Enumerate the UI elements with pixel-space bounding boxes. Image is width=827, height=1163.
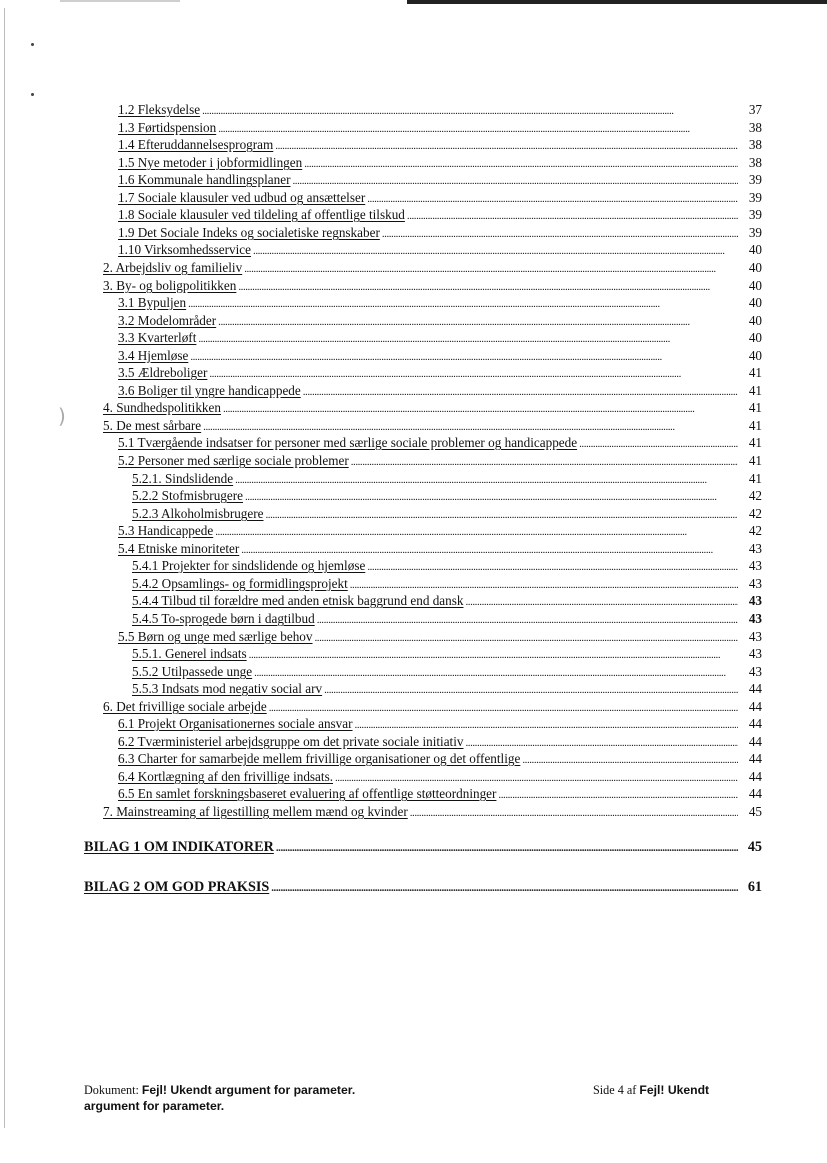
appendix-entry-page: 61 — [747, 879, 762, 895]
appendix-entry-page: 45 — [747, 839, 762, 855]
toc-entry[interactable] — [132, 505, 762, 522]
scan-border — [407, 0, 827, 4]
toc-entry[interactable] — [132, 470, 762, 487]
toc-entry[interactable] — [118, 452, 762, 469]
toc-entry[interactable] — [118, 382, 762, 399]
dot-leader — [209, 367, 738, 381]
dot-leader — [253, 244, 738, 258]
toc-entry-page: 41 — [748, 435, 762, 450]
toc-entry-page: 43 — [748, 576, 762, 591]
toc-entry-page: 43 — [748, 541, 762, 556]
toc-entry-page: 41 — [748, 471, 762, 486]
toc-entry-page: 40 — [748, 313, 762, 328]
scan-dot — [31, 93, 34, 96]
toc-entry-title[interactable]: 5.2.3 Alkoholmisbrugere — [132, 506, 264, 521]
toc-entry[interactable] — [118, 522, 762, 539]
dot-leader — [382, 227, 738, 241]
dot-leader — [266, 508, 739, 522]
toc-entry-title[interactable]: 4. Sundhedspolitikken — [103, 400, 221, 415]
toc-entry[interactable] — [103, 803, 762, 820]
dot-leader — [198, 332, 738, 346]
dot-leader — [244, 262, 738, 276]
toc-entry[interactable] — [132, 680, 762, 697]
dot-leader — [351, 455, 738, 469]
toc-entry-title[interactable]: 6.4 Kortlægning af den frivillige indsats. — [118, 769, 333, 784]
toc-entry-page: 42 — [748, 506, 762, 521]
dot-leader — [238, 280, 738, 294]
dot-leader — [465, 595, 738, 609]
toc-entry-title[interactable]: 6.2 Tværministeriel arbejdsgruppe om det private sociale initiativ — [118, 734, 464, 749]
dot-leader — [245, 490, 738, 504]
page-number-value: Fejl! Ukendt — [639, 1083, 710, 1097]
dot-leader — [324, 683, 738, 697]
dot-leader — [254, 666, 738, 680]
dot-leader — [202, 104, 738, 118]
toc-entry-title[interactable]: 5.2 Personer med særlige sociale problemer — [118, 453, 349, 468]
toc-entry-page: 40 — [748, 260, 762, 275]
toc-entry-title[interactable]: 1.7 Sociale klausuler ved udbud og ansættelser — [118, 190, 366, 205]
toc-entry-title[interactable]: 1.10 Virksomhedsservice — [118, 242, 252, 257]
page-number-field — [593, 1082, 709, 1098]
appendix-entry[interactable] — [84, 835, 762, 855]
dot-leader — [315, 631, 739, 645]
toc-entry[interactable] — [118, 347, 762, 364]
toc-entry-page: 42 — [748, 488, 762, 503]
toc-entry[interactable] — [103, 277, 762, 294]
dot-leader — [215, 525, 738, 539]
toc-entry-page: 41 — [748, 365, 762, 380]
toc-entry-title[interactable]: 7. Mainstreaming af ligestilling mellem mænd og kvinder — [103, 804, 408, 819]
toc-entry[interactable] — [103, 698, 762, 715]
toc-entry[interactable] — [132, 557, 762, 574]
toc-entry[interactable] — [118, 119, 762, 136]
toc-entry-page: 40 — [748, 242, 762, 257]
toc-entry-title[interactable]: 1.3 Førtidspension — [118, 120, 217, 135]
toc-entry-page: 44 — [748, 734, 762, 749]
dot-leader — [218, 315, 738, 329]
dot-leader — [367, 192, 738, 206]
toc-entry-page: 39 — [748, 190, 762, 205]
toc-entry[interactable] — [118, 294, 762, 311]
toc-entry[interactable] — [118, 206, 762, 223]
dot-leader — [465, 736, 738, 750]
toc-entry[interactable] — [118, 136, 762, 153]
document-value: Fejl! Ukendt argument for parameter. — [141, 1083, 356, 1097]
toc-entry-page: 44 — [748, 681, 762, 696]
toc-entry-page: 39 — [748, 225, 762, 240]
toc-entry-title[interactable]: 3.4 Hjemløse — [118, 348, 189, 363]
toc-entry[interactable] — [118, 733, 762, 750]
toc-entry-page: 38 — [748, 120, 762, 135]
toc-entry[interactable] — [118, 364, 762, 381]
toc-entry-page: 44 — [748, 786, 762, 801]
toc-entry-page: 38 — [748, 155, 762, 170]
toc-entry-title[interactable]: 5. De mest sårbare — [103, 418, 202, 433]
toc-entry-title[interactable]: 1.5 Nye metoder i jobformidlingen — [118, 155, 303, 170]
toc-entry-page: 43 — [748, 664, 762, 679]
toc-entry-title[interactable]: 5.5 Børn og unge med særlige behov — [118, 629, 313, 644]
toc-entry-title[interactable]: 5.4.5 To-sprogede børn i dagtilbud — [132, 611, 315, 626]
toc-entry-title[interactable]: 3.2 Modelområder — [118, 313, 217, 328]
toc-entry[interactable] — [118, 224, 762, 241]
dot-leader — [498, 788, 738, 802]
dot-leader — [355, 718, 738, 732]
toc-entry-page: 44 — [748, 699, 762, 714]
toc-entry-title[interactable]: 5.2.1. Sindslidende — [132, 471, 234, 486]
toc-entry-title[interactable]: 6.1 Projekt Organisationernes sociale ansvar — [118, 716, 353, 731]
toc-entry-page: 37 — [748, 102, 762, 117]
toc-entry[interactable] — [118, 540, 762, 557]
appendix-entry[interactable] — [84, 875, 762, 895]
toc-entry[interactable] — [103, 259, 762, 276]
toc-entry-page: 44 — [748, 751, 762, 766]
toc-entry-title[interactable]: 5.5.2 Utilpassede unge — [132, 664, 253, 679]
toc-entry-page: 44 — [748, 769, 762, 784]
toc-entry-page: 40 — [748, 278, 762, 293]
dot-leader — [303, 385, 738, 399]
toc-entry-title[interactable]: 5.2.2 Stofmisbrugere — [132, 488, 243, 503]
dot-leader — [188, 297, 738, 311]
toc-entry[interactable] — [103, 399, 762, 416]
toc-entry-title[interactable]: 1.9 Det Sociale Indeks og socialetiske regnskaber — [118, 225, 380, 240]
toc-entry-page: 41 — [748, 400, 762, 415]
toc-entry[interactable] — [118, 154, 762, 171]
toc-entry-title[interactable]: 6. Det frivillige sociale arbejde — [103, 699, 267, 714]
dot-leader — [317, 613, 738, 627]
toc-entry-page: 42 — [748, 523, 762, 538]
toc-entry-title[interactable]: 3.3 Kvarterløft — [118, 330, 197, 345]
page-number-label: Side 4 af — [593, 1083, 637, 1097]
toc-entry-title[interactable]: 5.5.1. Generel indsats — [132, 646, 247, 661]
appendix-entry-title[interactable]: BILAG 2 OM GOD PRAKSIS — [84, 879, 270, 895]
dot-leader — [218, 122, 738, 136]
toc-entry-title[interactable]: 5.1 Tværgående indsatser for personer med særlige sociale problemer og handicappede — [118, 435, 578, 450]
toc-entry-title[interactable]: 1.8 Sociale klausuler ved tildeling af offentlige tilskud — [118, 207, 405, 222]
dot-leader — [249, 648, 738, 662]
dot-leader — [275, 139, 738, 153]
document-label: Dokument: — [84, 1083, 139, 1097]
document-field — [84, 1082, 424, 1114]
toc-entry[interactable] — [118, 312, 762, 329]
toc-entry-title[interactable]: 5.4.2 Opsamlings- og formidlingsprojekt — [132, 576, 348, 591]
toc-entry-title[interactable]: 1.4 Efteruddannelsesprogram — [118, 137, 274, 152]
dot-leader — [304, 157, 738, 171]
dot-leader — [350, 578, 738, 592]
dot-leader — [241, 543, 738, 557]
toc-entry[interactable] — [118, 241, 762, 258]
toc-entry[interactable] — [118, 750, 762, 767]
dot-leader — [579, 437, 738, 451]
toc-entry-title[interactable]: 1.6 Kommunale handlingsplaner — [118, 172, 291, 187]
scan-top-edge — [0, 0, 827, 5]
toc-entry[interactable] — [132, 610, 762, 627]
toc-entry-page: 39 — [748, 172, 762, 187]
toc-entry-title[interactable]: 5.4 Etniske minoriteter — [118, 541, 240, 556]
dot-leader — [269, 701, 738, 715]
toc-entry-page: 41 — [748, 453, 762, 468]
toc-entry-title[interactable]: 5.4.1 Projekter for sindslidende og hjemløse — [132, 558, 366, 573]
toc-entry-page: 45 — [748, 804, 762, 819]
dot-leader — [410, 806, 738, 820]
toc-entry[interactable] — [118, 434, 762, 451]
toc-entry-page: 43 — [748, 558, 762, 573]
toc-entry-page: 43 — [748, 646, 762, 661]
scan-mark: ) — [58, 404, 66, 428]
toc-entry[interactable] — [132, 645, 762, 662]
toc-entry-page: 44 — [748, 716, 762, 731]
toc-entry-page: 40 — [748, 348, 762, 363]
appendix-entry-title[interactable]: BILAG 1 OM INDIKATORER — [84, 839, 274, 855]
toc-entry[interactable] — [103, 417, 762, 434]
dot-leader — [276, 841, 738, 855]
dot-leader — [293, 174, 739, 188]
document-value-cont: argument for parameter. — [84, 1099, 225, 1113]
toc-entry-title[interactable]: 5.4.4 Tilbud til forældre med anden etnisk baggrund end dansk — [132, 593, 464, 608]
toc-entry-page: 38 — [748, 137, 762, 152]
toc-entry[interactable] — [118, 715, 762, 732]
toc-entry-title[interactable]: 6.3 Charter for samarbejde mellem frivillige organisationer og det offentlige — [118, 751, 521, 766]
toc-entry-page: 40 — [748, 330, 762, 345]
dot-leader — [335, 771, 738, 785]
toc-entry-page: 40 — [748, 295, 762, 310]
scan-dot — [31, 43, 34, 46]
toc-entry-title[interactable]: 3.6 Boliger til yngre handicappede — [118, 383, 301, 398]
toc-entry-title[interactable]: 3.5 Ældreboliger — [118, 365, 208, 380]
toc-entry[interactable] — [118, 101, 762, 118]
toc-entry[interactable] — [132, 487, 762, 504]
toc-entry[interactable] — [118, 768, 762, 785]
toc-entry[interactable] — [132, 592, 762, 609]
toc-entry[interactable] — [132, 575, 762, 592]
toc-entry-page: 39 — [748, 207, 762, 222]
toc-entry[interactable] — [118, 171, 762, 188]
toc-entry-title[interactable]: 5.3 Handicappede — [118, 523, 214, 538]
toc-entry-page: 43 — [748, 611, 762, 626]
toc-entry-page: 43 — [748, 629, 762, 644]
toc-entry-title[interactable]: 5.5.3 Indsats mod negativ social arv — [132, 681, 323, 696]
dot-leader — [223, 402, 738, 416]
toc-entry-title[interactable]: 6.5 En samlet forskningsbaseret evaluering af offentlige støtteordninger — [118, 786, 497, 801]
toc-entry-title[interactable]: 3.1 Bypuljen — [118, 295, 187, 310]
dot-leader — [367, 560, 738, 574]
dot-leader — [235, 473, 738, 487]
toc-entry-title[interactable]: 3. By- og boligpolitikken — [103, 278, 237, 293]
toc-entry-title[interactable]: 1.2 Fleksydelse — [118, 102, 201, 117]
toc-entry-page: 43 — [748, 593, 762, 608]
toc-entry[interactable] — [118, 785, 762, 802]
toc-entry-page: 41 — [748, 383, 762, 398]
toc-entry[interactable] — [118, 628, 762, 645]
toc-entry-page: 41 — [748, 418, 762, 433]
toc-entry-title[interactable]: 2. Arbejdsliv og familieliv — [103, 260, 243, 275]
dot-leader — [203, 420, 738, 434]
dot-leader — [190, 350, 738, 364]
dot-leader — [407, 209, 738, 223]
scan-left-edge — [4, 8, 5, 1128]
toc-entry[interactable] — [118, 189, 762, 206]
scan-speck — [60, 0, 180, 2]
toc-entry[interactable] — [118, 329, 762, 346]
dot-leader — [522, 753, 738, 767]
toc-entry[interactable] — [132, 663, 762, 680]
dot-leader — [271, 881, 738, 895]
